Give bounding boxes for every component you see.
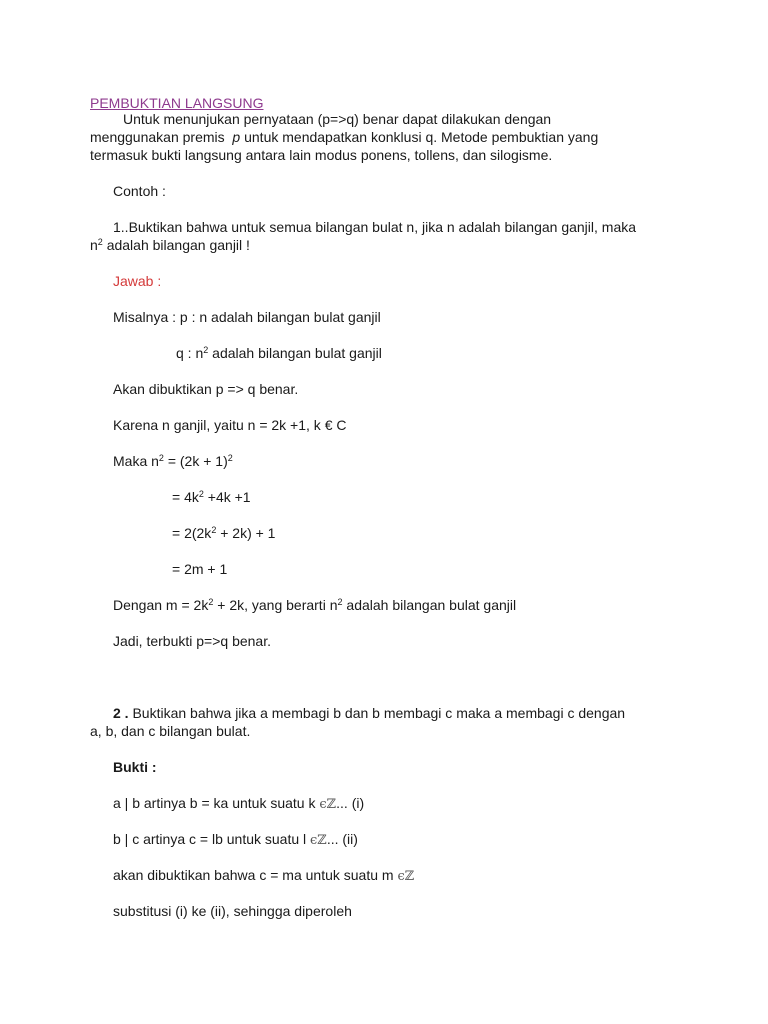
q-text-b: adalah bilangan bulat ganjil [208, 345, 382, 361]
proof-line-4: substitusi (i) ke (ii), sehingga diperoleh [113, 903, 352, 919]
bukti-label: Bukti : [113, 759, 157, 775]
exponent: 2 [97, 237, 103, 247]
intro-line-1: Untuk menunjukan pernyataan (p=>q) benar dapat dilakukan dengan [123, 111, 552, 127]
page-title: PEMBUKTIAN LANGSUNG [90, 95, 264, 111]
integer-set-symbol: ϵℤ [397, 869, 415, 884]
intro-premise-p: p [232, 129, 241, 145]
exponent: 2 [337, 597, 343, 607]
exponent: 2 [203, 345, 209, 355]
proof-line-2-text: b | c artinya c = lb untuk suatu l [113, 831, 307, 847]
integer-set-symbol: ϵℤ [310, 833, 327, 848]
step-3-line: = 2m + 1 [172, 561, 228, 577]
step-1-line [172, 488, 251, 506]
step-2-line [172, 524, 275, 542]
dengan-text: Dengan m = 2k [113, 597, 209, 613]
maka-text-b: = (2k + 1) [163, 453, 228, 469]
exponent: 2 [211, 525, 217, 535]
var-n: n [90, 237, 98, 253]
step-1-text: = 4k [172, 489, 199, 505]
problem-1-line-1: 1..Buktikan bahwa untuk semua bilangan bulat n, jika n adalah bilangan ganjil, maka [113, 219, 637, 235]
intro-line-2 [90, 128, 598, 146]
maka-line [113, 452, 233, 470]
dengan-line [113, 596, 516, 614]
karena-line: Karena n ganjil, yaitu n = 2k +1, k € C [113, 417, 347, 433]
problem-2-line-1 [113, 704, 625, 722]
intro-line-2-text-b: untuk mendapatkan konklusi q. Metode pembuktian yang [244, 129, 599, 145]
step-2-text-b: + 2k) + 1 [216, 525, 276, 541]
problem-2-line-2: a, b, dan c bilangan bulat. [90, 723, 251, 739]
akan-line: Akan dibuktikan p => q benar. [113, 381, 299, 397]
proof-line-2-ref: ... (ii) [326, 831, 358, 847]
intro-line-2-text: menggunakan premis [90, 129, 225, 145]
step-2-text: = 2(2k [172, 525, 212, 541]
proof-line-3 [113, 866, 414, 886]
exponent: 2 [227, 453, 233, 463]
proof-line-3-text: akan dibuktikan bahwa c = ma untuk suatu m [113, 867, 394, 883]
problem-1-line-2 [90, 236, 250, 254]
exponent: 2 [198, 489, 204, 499]
misalnya-line: Misalnya : p : n adalah bilangan bulat ganjil [113, 309, 381, 325]
proof-line-2 [113, 830, 358, 850]
integer-set-symbol: ϵℤ [319, 797, 337, 812]
jadi-line: Jadi, terbukti p=>q benar. [113, 633, 271, 649]
contoh-label: Contoh : [113, 183, 166, 199]
step-1-text-b: +4k +1 [203, 489, 251, 505]
intro-line-3: termasuk bukti langsung antara lain modus ponens, tollens, dan silogisme. [90, 147, 553, 163]
proof-line-1-ref: ... (i) [336, 795, 365, 811]
proof-line-1 [113, 794, 364, 814]
dengan-text-c: adalah bilangan bulat ganjil [342, 597, 517, 613]
problem-2-text: Buktikan bahwa jika a membagi b dan b membagi c maka a membagi c dengan [128, 705, 626, 721]
problem-1-line-2-text: adalah bilangan ganjil ! [102, 237, 250, 253]
q-line [176, 344, 382, 362]
proof-line-1-text: a | b artinya b = ka untuk suatu k [113, 795, 316, 811]
problem-2-number: 2 . [113, 705, 129, 721]
jawab-label: Jawab : [113, 273, 162, 289]
maka-text: Maka n [113, 453, 159, 469]
dengan-text-b: + 2k, yang berarti n [213, 597, 338, 613]
exponent: 2 [208, 597, 214, 607]
exponent: 2 [158, 453, 164, 463]
q-text: q : n [176, 345, 204, 361]
